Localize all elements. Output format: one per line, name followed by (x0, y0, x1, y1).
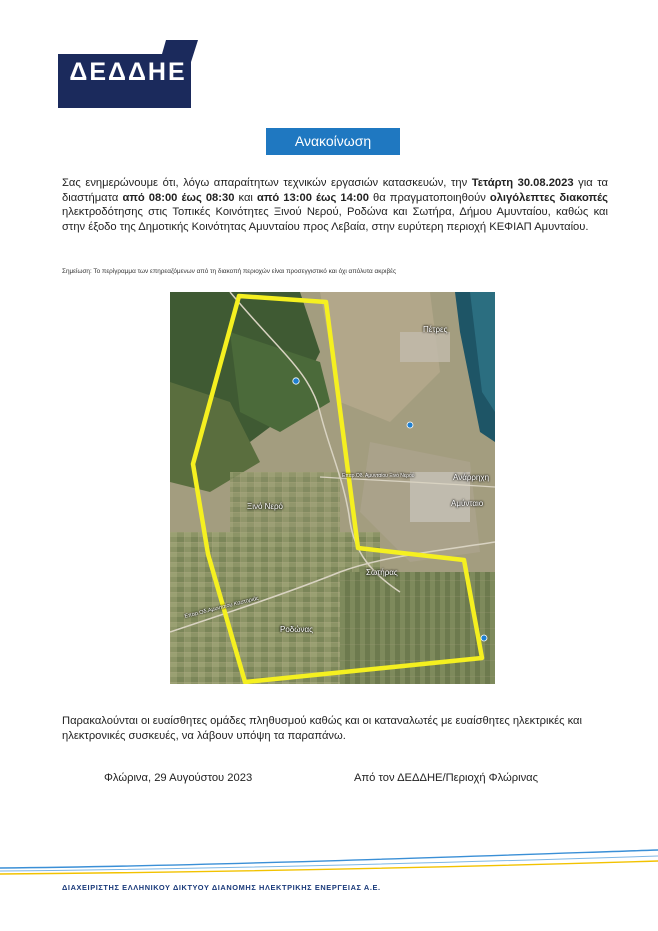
map-label-xino-nero: Ξινό Νερό (247, 502, 283, 511)
outage-map (170, 292, 495, 684)
map-label-petres: Πέτρες (423, 325, 448, 334)
intro-text-5: ηλεκτροδότησης στις Τοπικές Κοινότητες Ξινού Νερού, Ροδώνα και Σωτήρα, Δήμου Αμυνταίου, καθώς και στην έξοδο της Δημοτικής Κοινότητας Αμυνταίου προς Λεβαία, στην ευρύτερη περιοχή ΚΕΦΙΑΠ Αμυνταίου. (62, 206, 608, 233)
footer-company-name: ΔΙΑΧΕΙΡΙΣΤΗΣ ΕΛΛΗΝΙΚΟΥ ΔΙΚΤΥΟΥ ΔΙΑΝΟΜΗΣ ΗΛΕΚΤΡΙΚΗΣ ΕΝΕΡΓΕΙΑΣ Α.Ε. (62, 883, 381, 892)
intro-paragraph (62, 176, 608, 234)
intro-outage: ολιγόλεπτες διακοπές (489, 191, 608, 204)
footer-decoration (0, 846, 658, 876)
satellite-map-image (170, 292, 495, 684)
intro-date: Τετάρτη 30.08.2023 (471, 177, 574, 189)
map-label-sotiras: Σωτήρας (366, 568, 398, 577)
intro-time-1: από 08:00 έως 08:30 (122, 191, 235, 204)
intro-text-4: θα πραγματοποιηθούν (368, 191, 490, 204)
map-label-road-bottom: Επαρ.Οδ.Αμυνταίου Καστοριάς (184, 595, 260, 620)
intro-time-2: από 13:00 έως 14:00 (256, 191, 369, 204)
map-label-amyntaio: Αμύνταιο (451, 499, 484, 508)
closing-paragraph: Παρακαλούνται οι ευαίσθητες ομάδες πληθυσμού καθώς και οι καταναλωτές με ευαίσθητες ηλεκτρικές και ηλεκτρονικές συσκευές, να λάβουν υπόψη τα παραπάνω. (62, 715, 582, 742)
map-note: Σημείωση: Το περίγραμμα των επηρεαζόμενων από τη διακοπή περιοχών είναι προσεγγιστικό και όχι απόλυτα ακριβές (62, 268, 397, 275)
signature: Από τον ΔΕΔΔΗΕ/Περιοχή Φλώρινας (354, 772, 539, 784)
logo-wordmark: ΔΕΔΔΗΕ (69, 58, 187, 86)
map-label-anarrichi: Ανάρρηχη (453, 473, 490, 482)
announcement-title: Ανακοίνωση (266, 128, 400, 155)
place-date: Φλώρινα, 29 Αυγούστου 2023 (104, 772, 253, 784)
map-label-rodonas: Ροδώνας (280, 625, 313, 634)
map-label-road-top: Επαρ.Οδ. Αμυνταίου Ξινό Νερού (342, 473, 415, 479)
intro-text-3: και (234, 191, 257, 204)
intro-text-2: για τα διαστήματα (62, 177, 608, 204)
intro-text-1: Σας ενημερώνουμε ότι, λόγω απαραίτητων τεχνικών εργασιών κατασκευών, την (62, 177, 472, 189)
deddie-logo (58, 40, 198, 108)
